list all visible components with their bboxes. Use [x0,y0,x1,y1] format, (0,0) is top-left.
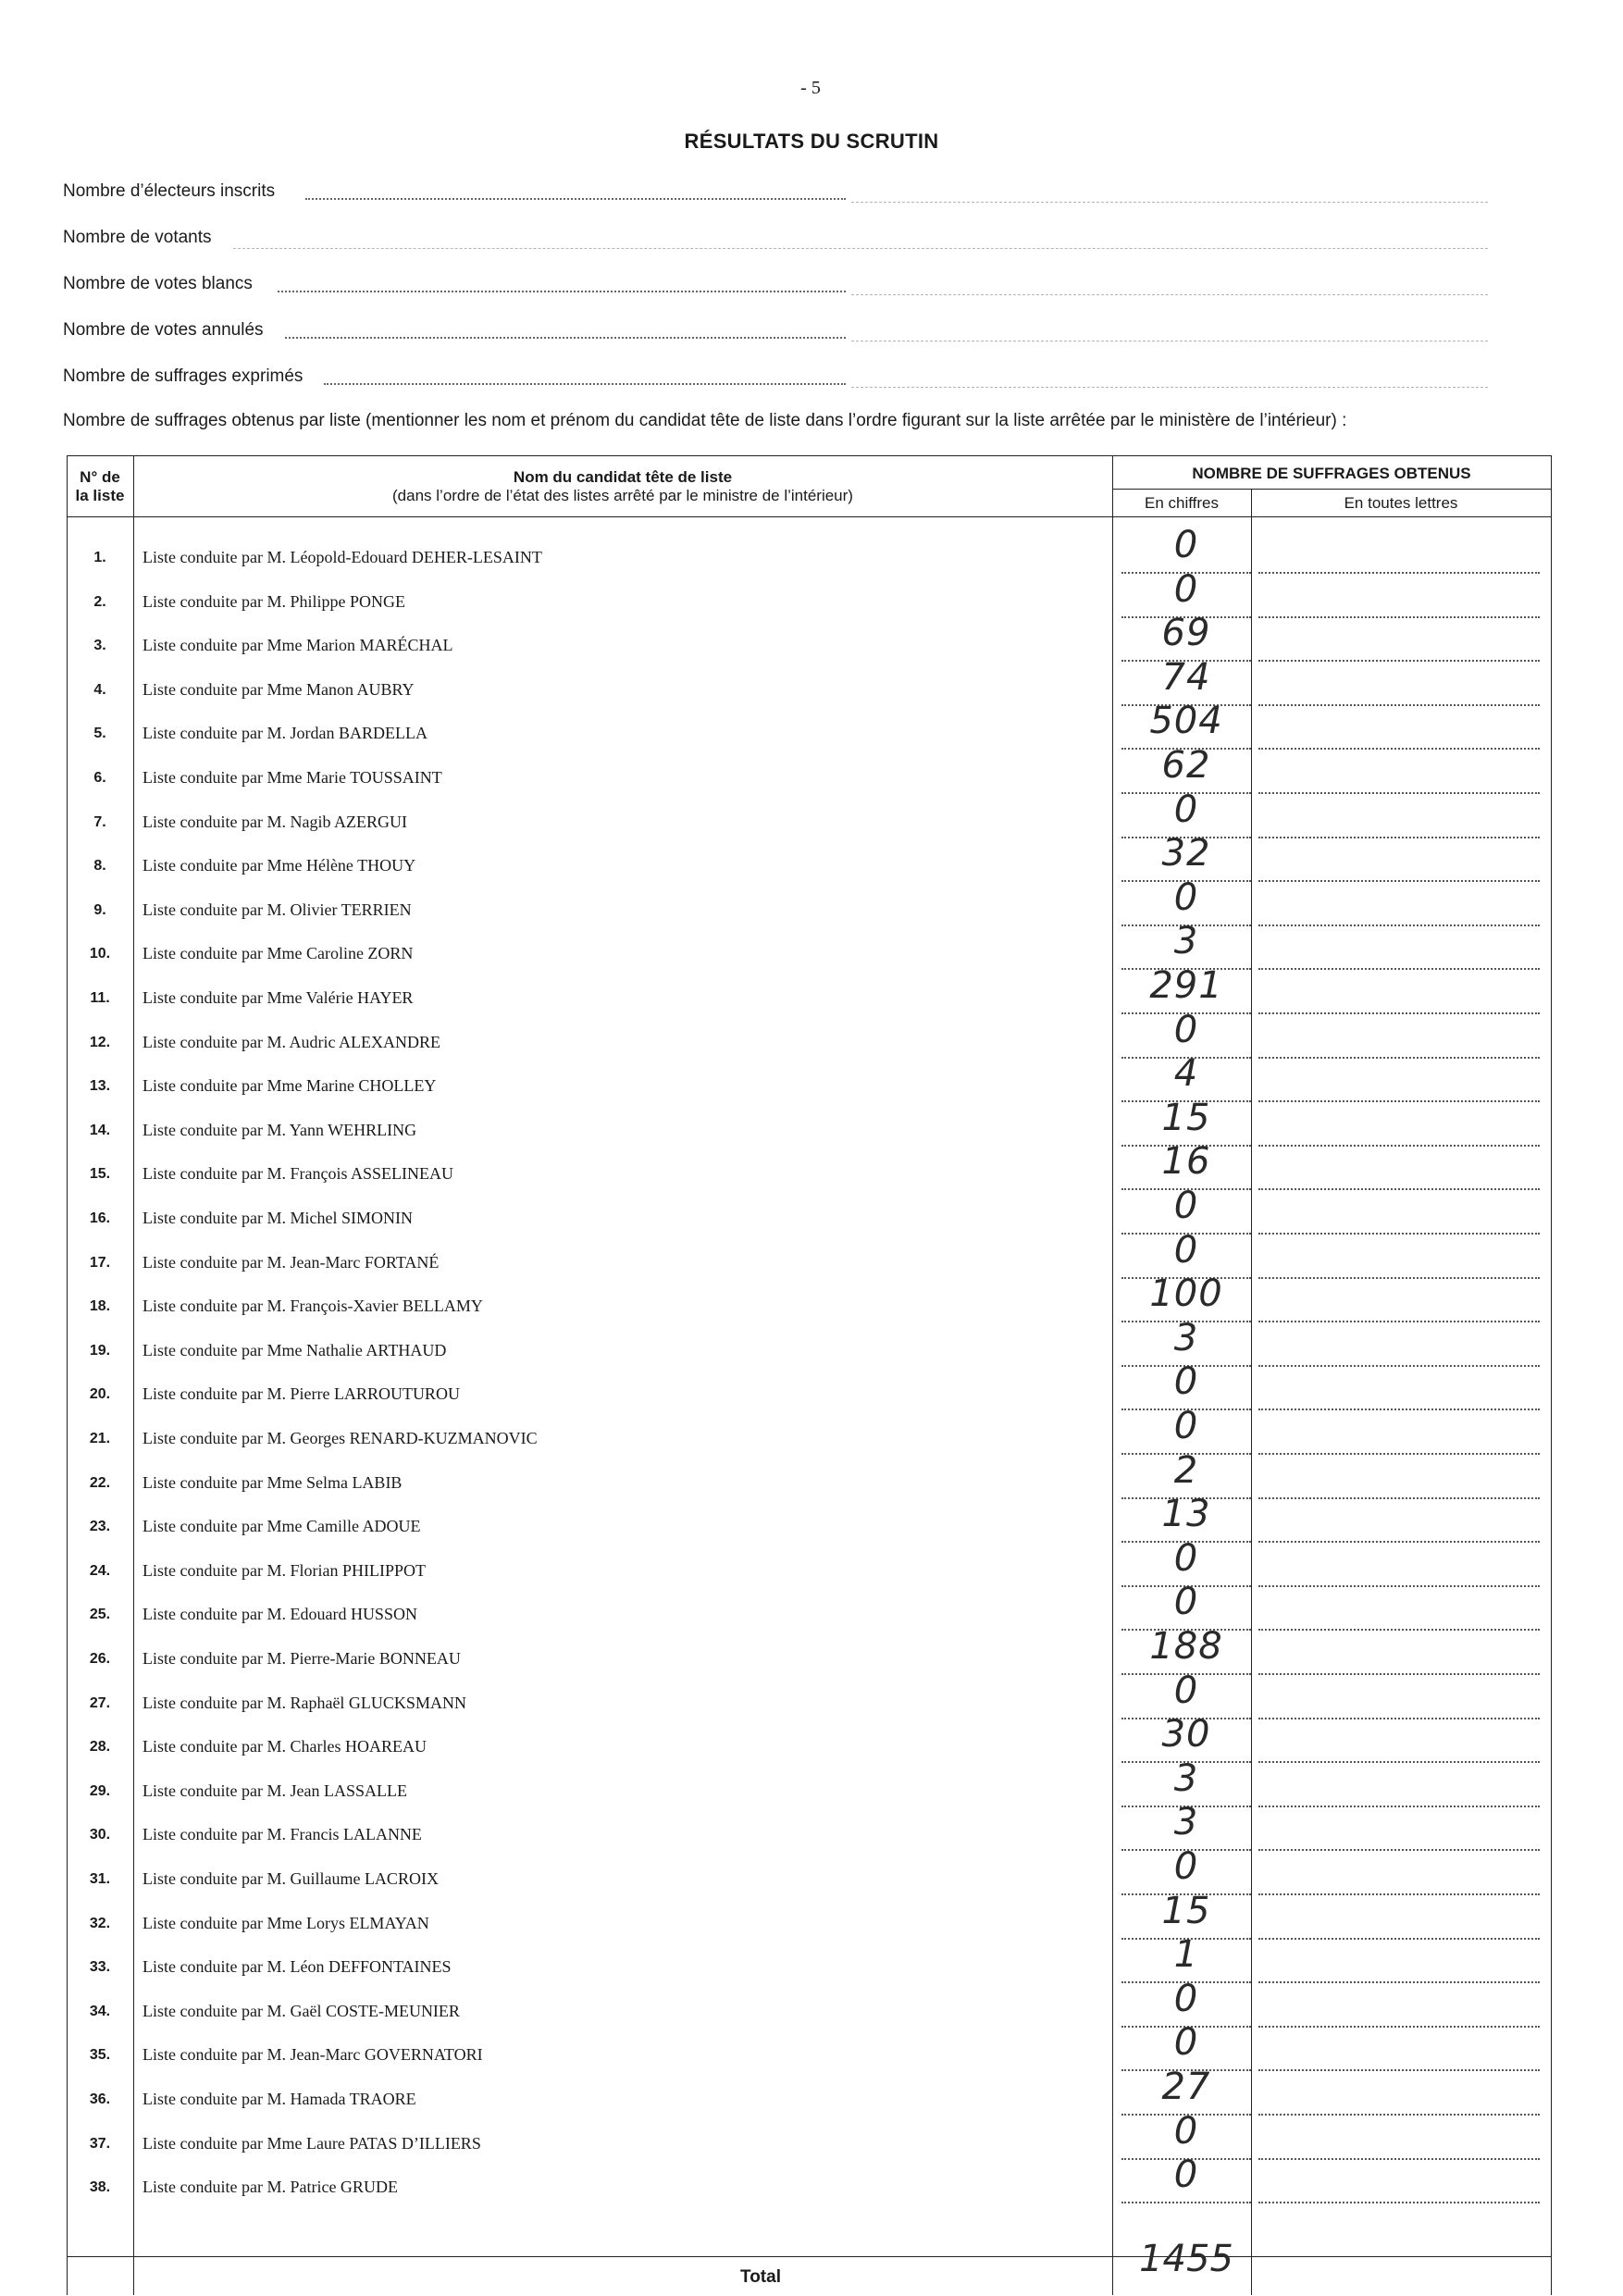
votes-in-words-field [1258,2069,1540,2071]
header-in-figures: En chiffres [1144,494,1219,512]
table-row [67,1581,1551,1636]
votes-in-figures: 74 [1161,655,1211,699]
list-number: 30. [89,1827,111,1843]
votes-in-words-field [1258,1585,1540,1587]
votes-in-words-field [1258,1981,1540,1983]
summary-blank-votes [63,274,1488,302]
candidate-list-name: Liste conduite par M. Philippe PONGE [142,591,405,611]
votes-in-figures: 3 [1173,1756,1199,1800]
votes-in-words-field [1258,1365,1540,1367]
table-row [67,1625,1551,1681]
dashed-fill-line [851,387,1488,388]
votes-in-words-field [1258,1849,1540,1851]
table-row [67,1360,1551,1416]
votes-in-figures: 15 [1161,1096,1211,1139]
total-separator-line [67,2256,1551,2257]
list-number: 9. [93,901,106,918]
list-number: 13. [89,1078,111,1095]
table-row [67,1140,1551,1196]
table-row [67,1933,1551,1989]
instruction-text: Nombre de suffrages obtenus par liste (mentionner les nom et prénom du candidat tête de liste dans l’ordre figurant sur la liste arrêtée par le ministère de l’intérieur) : [63,411,1347,430]
table-row [67,1008,1551,1064]
votes-in-words-field [1258,2158,1540,2160]
votes-in-figures: 0 [1173,1845,1199,1888]
table-row [67,1536,1551,1593]
summary-valid-votes [63,366,1488,394]
header-candidate-name [133,468,1112,505]
votes-in-figures: 0 [1173,1536,1199,1580]
table-row [67,744,1551,800]
votes-in-figures: 0 [1173,1977,1199,2020]
list-number: 19. [89,1342,111,1359]
list-number: 14. [89,1122,111,1138]
candidate-list-name: Liste conduite par Mme Marion MARÉCHAL [142,636,453,655]
list-number: 7. [93,813,106,830]
votes-in-figures: 16 [1161,1140,1211,1184]
table-row [67,1977,1551,2033]
summary-void-votes [63,320,1488,348]
table-border-right [1551,455,1552,2295]
votes-in-words-field [1258,1145,1540,1147]
header-votes-obtained: NOMBRE DE SUFFRAGES OBTENUS [1192,465,1471,482]
candidate-list-name: Liste conduite par M. Jean LASSALLE [142,1781,407,1800]
votes-in-words-field [1258,1718,1540,1719]
list-number: 21. [89,1431,111,1446]
table-row [67,1801,1551,1856]
votes-in-words-field [1258,1673,1540,1675]
list-number: 26. [89,1651,111,1667]
list-number: 36. [89,2091,111,2107]
candidate-list-name: Liste conduite par M. François-Xavier BELLAMY [142,1297,483,1316]
table-row [67,1316,1551,1372]
table-row [67,2153,1551,2209]
candidate-list-name: Liste conduite par Mme Laure PATAS D’ILLIERS [142,2133,481,2153]
votes-in-figures: 15 [1161,1889,1211,1932]
list-number: 3. [93,638,106,654]
votes-in-figures: 0 [1173,875,1199,919]
table-row [67,700,1551,755]
table-row [67,964,1551,1020]
votes-in-words-field [1258,1761,1540,1763]
votes-in-figures: 0 [1173,1405,1199,1447]
header-candidate-name-line1: Nom du candidat tête de liste [513,468,733,486]
table-row [67,1889,1551,1945]
votes-in-figures: 504 [1149,700,1223,743]
candidate-list-name: Liste conduite par Mme Camille ADOUE [142,1517,421,1536]
list-number: 29. [89,1782,111,1799]
candidate-list-name: Liste conduite par M. Audric ALEXANDRE [142,1032,440,1051]
table-row [67,567,1551,624]
candidate-list-name: Liste conduite par M. Patrice GRUDE [142,2178,398,2197]
candidate-list-name: Liste conduite par M. Léopold-Edouard DEHER-LESAINT [142,548,542,566]
table-row [67,1493,1551,1548]
votes-in-figures: 0 [1173,524,1199,566]
list-number: 22. [89,1474,111,1491]
list-number: 35. [89,2047,111,2064]
table-row [67,788,1551,844]
summary-label: Nombre de votes blancs [63,274,253,293]
table-row [67,1756,1551,1813]
votes-in-words-field [1258,2114,1540,2116]
table-row [67,1052,1551,1108]
list-number: 34. [89,2003,111,2019]
candidate-list-name: Liste conduite par Mme Manon AUBRY [142,679,415,699]
votes-in-words-field [1258,1938,1540,1940]
table-row [67,2109,1551,2166]
header-in-words: En toutes lettres [1344,494,1458,512]
table-row [67,2066,1551,2121]
candidate-list-name: Liste conduite par Mme Selma LABIB [142,1472,403,1492]
dashed-fill-line [851,202,1488,203]
candidate-list-name: Liste conduite par M. Georges RENARD-KUZMANOVIC [142,1429,538,1447]
votes-in-words-field [1258,1409,1540,1410]
votes-in-words-field [1258,704,1540,706]
list-number: 4. [93,681,106,698]
dotted-fill-line [324,383,846,385]
votes-in-figures: 3 [1173,920,1199,963]
list-number: 20. [89,1386,111,1403]
candidate-list-name: Liste conduite par Mme Marine CHOLLEY [142,1076,437,1096]
list-number: 31. [89,1871,111,1887]
dashed-fill-line [851,294,1488,295]
candidate-list-name: Liste conduite par M. Hamada TRAORE [142,2090,416,2108]
list-number: 11. [90,990,110,1006]
table-row [67,1713,1551,1769]
votes-in-words-field [1258,1057,1540,1059]
header-list-number-line1: N° de [80,468,120,486]
results-table [67,455,1551,2295]
votes-in-words-field [1258,792,1540,794]
candidate-list-name: Liste conduite par M. Edouard HUSSON [142,1605,417,1624]
candidate-list-name: Liste conduite par M. Jean-Marc GOVERNATORI [142,2045,483,2065]
list-number: 10. [89,946,111,962]
list-number: 16. [89,1210,111,1226]
header-subdivider [1112,489,1551,490]
votes-in-words-field [1258,1321,1540,1322]
votes-in-figures: 3 [1173,1316,1199,1359]
page-title: RÉSULTATS DU SCRUTIN [684,130,939,153]
list-number: 25. [89,1607,111,1623]
candidate-list-name: Liste conduite par Mme Marie TOUSSAINT [142,768,442,787]
votes-in-figures: 188 [1149,1625,1223,1668]
list-number: 12. [89,1034,111,1050]
list-number: 37. [89,2135,111,2152]
candidate-list-name: Liste conduite par Mme Valérie HAYER [142,988,414,1007]
table-row [67,875,1551,932]
table-row [67,1272,1551,1328]
candidate-list-name: Liste conduite par M. Charles HOAREAU [142,1737,427,1756]
list-number: 18. [89,1298,111,1315]
table-row [67,1669,1551,1725]
votes-in-figures: 62 [1161,744,1211,787]
list-number: 17. [89,1254,111,1271]
votes-in-words-field [1258,1100,1540,1102]
votes-in-figures: 0 [1173,1581,1199,1624]
candidate-list-name: Liste conduite par M. Guillaume LACROIX [142,1869,439,1888]
votes-in-words-field [1258,1541,1540,1543]
votes-in-words-field [1258,1188,1540,1190]
list-number: 23. [89,1519,111,1535]
votes-in-words-field [1258,1012,1540,1014]
votes-in-words-field [1258,616,1540,618]
votes-in-words-field [1258,1629,1540,1631]
votes-in-words-field [1258,880,1540,882]
votes-in-figures: 13 [1161,1493,1211,1536]
dashed-fill-line [233,248,1488,249]
votes-in-figures: 4 [1173,1052,1199,1096]
table-row [67,2021,1551,2077]
votes-in-words-field [1258,1453,1540,1455]
header-candidate-name-line2: (dans l’ordre de l’état des listes arrêté par le ministre de l’intérieur) [392,487,853,504]
votes-in-figures: 1 [1173,1933,1199,1977]
page-number: - 5 [800,78,821,98]
candidate-list-name: Liste conduite par M. Jordan BARDELLA [142,724,427,743]
votes-in-figures: 69 [1161,612,1211,655]
list-number: 1. [93,550,106,565]
list-number: 5. [93,726,106,742]
table-row [67,832,1551,887]
votes-in-figures: 0 [1173,1669,1199,1712]
table-row [67,1228,1551,1285]
candidate-list-name: Liste conduite par Mme Caroline ZORN [142,944,414,963]
table-row [67,1096,1551,1152]
votes-in-figures: 100 [1149,1272,1223,1316]
dotted-fill-line [1121,2202,1251,2203]
candidate-list-name: Liste conduite par M. Francis LALANNE [142,1825,422,1844]
votes-in-figures: 0 [1173,2109,1199,2153]
list-number: 2. [93,593,106,610]
votes-in-words-field [1258,2026,1540,2028]
candidate-list-name: Liste conduite par Mme Nathalie ARTHAUD [142,1340,447,1359]
table-row [67,655,1551,712]
votes-in-figures: 0 [1173,1228,1199,1272]
votes-in-words-field [1258,1277,1540,1279]
summary-registered-voters [63,181,1488,209]
candidate-list-name: Liste conduite par M. Florian PHILIPPOT [142,1560,426,1580]
list-number: 38. [89,2179,111,2196]
candidate-list-name: Liste conduite par M. Olivier TERRIEN [142,900,412,919]
header-list-number [67,468,133,505]
candidate-list-name: Liste conduite par M. François ASSELINEAU [142,1164,453,1184]
votes-in-figures: 0 [1173,1360,1199,1404]
votes-in-words-field [1258,572,1540,574]
summary-voters [63,228,1488,255]
votes-in-words-field [1258,837,1540,838]
table-row [67,1845,1551,1901]
candidate-list-name: Liste conduite par M. Raphaël GLUCKSMANN [142,1693,466,1712]
list-number: 33. [89,1959,111,1976]
list-number: 15. [89,1166,111,1183]
table-row [67,1405,1551,1460]
list-number: 32. [89,1915,111,1931]
votes-in-figures: 27 [1161,2066,1211,2108]
candidate-list-name: Liste conduite par M. Yann WEHRLING [142,1120,417,1139]
votes-in-words-field [1258,1893,1540,1895]
votes-in-figures: 0 [1173,2153,1199,2197]
summary-label: Nombre d’électeurs inscrits [63,181,276,201]
votes-in-words-field [1258,1233,1540,1235]
candidate-list-name: Liste conduite par M. Gaël COSTE-MEUNIER [142,2001,460,2020]
votes-in-figures: 291 [1149,964,1223,1007]
list-number: 8. [93,858,106,875]
total-label: Total [740,2267,781,2287]
table-row [67,1448,1551,1505]
list-number: 28. [89,1739,111,1756]
table-row [67,1185,1551,1240]
table-row [67,612,1551,667]
candidate-list-name: Liste conduite par M. Jean-Marc FORTANÉ [142,1252,440,1272]
table-row [67,524,1551,579]
votes-in-figures: 0 [1173,2021,1199,2065]
total-votes-figures: 1455 [1139,2238,1233,2280]
votes-in-figures: 0 [1173,1008,1199,1051]
list-number: 24. [89,1562,111,1579]
summary-label: Nombre de votes annulés [63,320,264,340]
votes-in-words-field [1258,968,1540,970]
summary-label: Nombre de suffrages exprimés [63,366,304,386]
votes-in-words-field [1258,660,1540,662]
candidate-list-name: Liste conduite par Mme Lorys ELMAYAN [142,1913,429,1932]
dotted-fill-line [278,291,846,292]
summary-label: Nombre de votants [63,228,212,247]
candidate-list-name: Liste conduite par M. Léon DEFFONTAINES [142,1957,452,1977]
list-number: 6. [93,770,106,786]
table-border-top [67,455,1551,456]
header-bottom-line [67,516,1551,517]
table-row [67,920,1551,975]
votes-in-words-field [1258,1806,1540,1807]
votes-in-figures: 0 [1173,1185,1199,1227]
candidate-list-name: Liste conduite par M. Pierre LARROUTUROU [142,1384,460,1404]
candidate-list-name: Liste conduite par M. Nagib AZERGUI [142,812,407,831]
votes-in-words-field [1258,1497,1540,1499]
votes-in-words-field [1258,2202,1540,2203]
candidate-list-name: Liste conduite par M. Michel SIMONIN [142,1209,413,1227]
candidate-list-name: Liste conduite par Mme Hélène THOUY [142,856,416,875]
votes-in-figures: 3 [1173,1801,1199,1844]
votes-in-words-field [1258,925,1540,926]
votes-in-figures: 0 [1173,567,1199,611]
dotted-fill-line [305,198,846,200]
candidate-list-name: Liste conduite par M. Pierre-Marie BONNEAU [142,1649,461,1668]
votes-in-figures: 32 [1161,832,1211,875]
votes-in-figures: 2 [1173,1448,1199,1492]
votes-in-words-field [1258,748,1540,750]
list-number: 27. [89,1694,111,1711]
dotted-fill-line [285,337,846,339]
votes-in-figures: 30 [1161,1713,1211,1756]
header-list-number-line2: la liste [75,487,125,504]
votes-in-figures: 0 [1173,788,1199,831]
